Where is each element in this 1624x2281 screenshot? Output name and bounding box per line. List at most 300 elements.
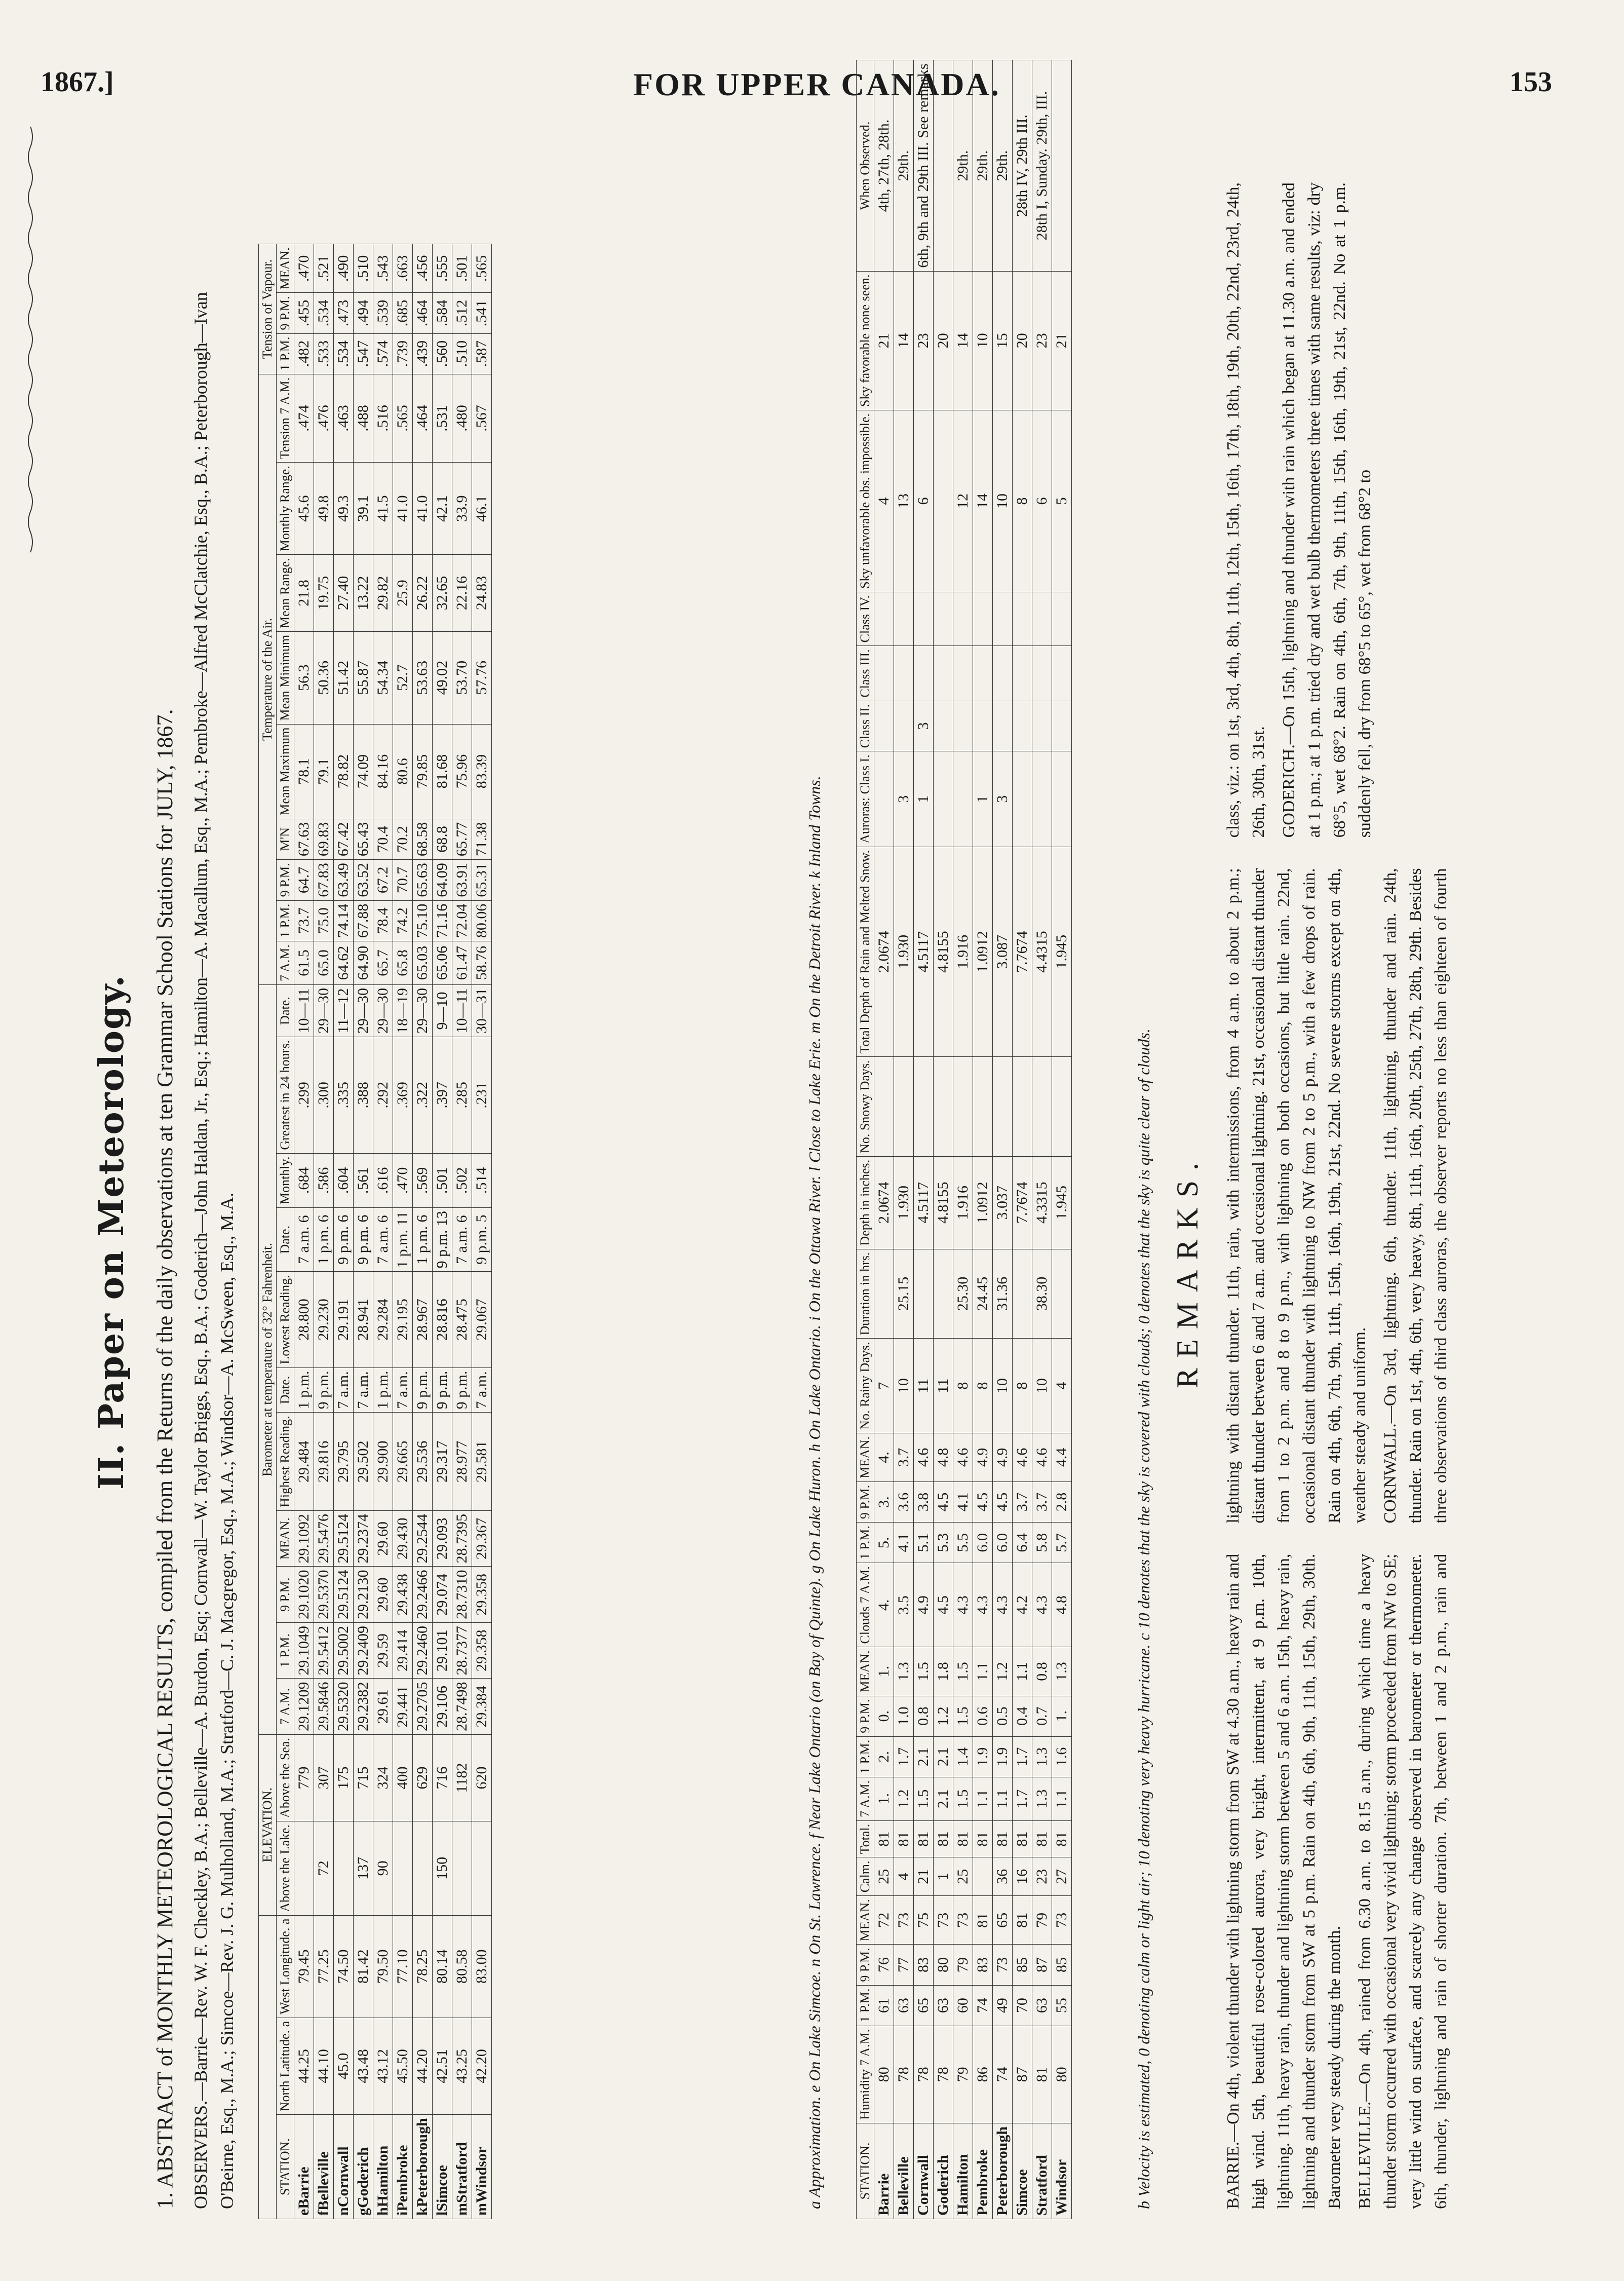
table-cell: 6 <box>914 410 934 592</box>
remarks-title: REMARKS. <box>1171 1152 1204 1388</box>
table-cell: 70.7 <box>393 860 413 901</box>
table-cell: 4.9 <box>993 1433 1013 1481</box>
table-cell: 73 <box>894 1896 914 1945</box>
table-cell <box>914 1057 934 1156</box>
table-cell <box>1032 646 1052 701</box>
column-header: 7 A.M. <box>277 1679 294 1735</box>
column-header: 9 P.M. <box>277 293 294 333</box>
table-cell: 0.6 <box>973 1696 993 1736</box>
table-cell: 22.16 <box>452 555 472 632</box>
table-cell: 28.7498 <box>452 1679 472 1735</box>
table-cell: 75 <box>914 1896 934 1945</box>
table-cell: 68.8 <box>433 819 452 860</box>
table-cell: .561 <box>354 1153 373 1207</box>
table-cell: 3 <box>894 751 914 847</box>
table-cell: 21 <box>914 1857 934 1896</box>
table-cell: 4.6 <box>914 1433 934 1481</box>
table-cell: 4.3 <box>973 1563 993 1647</box>
table-cell: 64.09 <box>433 860 452 901</box>
observers-line: OBSERVERS.—Barrie—Rev. W. F. Checkley, B.A.; Belleville—A. Burdon, Esq; Cornwall—W. Taylor Briggs, Esq., B.A.; Goderich—John Haldan, Jr., Esq.; Hamilton—A. Macallum, Esq., M.A.; Pembroke—Alfred McClatchie, Esq., B.A.; Peterborough—Ivan O'Beirne, Esq., M.A.; Simcoe—Rev. J. G. Mulholland, M.A.; Stratford—C. J. Macgregor, Esq., M.A.; Windsor—A. McSween, Esq., M.A. <box>190 292 237 2209</box>
table-cell <box>894 1057 914 1156</box>
table-cell: 29.093 <box>433 1510 452 1567</box>
table1-header-row <box>277 244 294 2219</box>
table-cell: 41.0 <box>413 463 433 555</box>
table-cell: 58.76 <box>472 941 492 985</box>
table-cell: 57.76 <box>472 631 492 724</box>
table-cell: .555 <box>433 244 452 293</box>
table-cell: 324 <box>373 1734 393 1821</box>
table-cell: 81 <box>993 1820 1013 1857</box>
table-cell <box>1032 592 1052 645</box>
column-header: North Latitude. a <box>277 2018 294 2114</box>
table-cell: 29.430 <box>393 1510 413 1567</box>
table-cell: 1.0912 <box>973 847 993 1057</box>
table-cell <box>953 701 973 751</box>
table-cell: 9 p.m. 6 <box>334 1208 354 1272</box>
table-cell: 29.82 <box>373 555 393 632</box>
table-cell: 73 <box>993 1945 1013 1985</box>
table-cell: .494 <box>354 293 373 333</box>
station-name: lSimcoe <box>433 2115 452 2219</box>
table-cell: 7 a.m. <box>334 1367 354 1413</box>
table-cell: 74.14 <box>334 900 354 941</box>
table-cell: 45.50 <box>393 2018 413 2114</box>
column-header: 9 P.M. <box>277 860 294 901</box>
table-cell: 67.63 <box>294 819 314 860</box>
column-header: MEAN. <box>277 244 294 293</box>
table-cell: 3 <box>993 751 1013 847</box>
table-cell: 80 <box>874 2026 894 2123</box>
table-cell: 9 p.m. 13 <box>433 1208 452 1272</box>
table-cell: 74.2 <box>393 900 413 941</box>
column-header: M'N <box>277 819 294 860</box>
table-cell: 65.43 <box>354 819 373 860</box>
table-cell: 29.5412 <box>314 1622 334 1679</box>
table-cell: 26.22 <box>413 555 433 632</box>
table-cell: 80.58 <box>452 1915 472 2018</box>
table-cell: 175 <box>334 1734 354 1821</box>
table-cell: 1.5 <box>914 1647 934 1696</box>
table-cell: 1.916 <box>953 847 973 1057</box>
footnote-stations: a Approximation. e On Lake Simcoe. n On St. Lawrence. f Near Lake Ontario (on Bay of Quinte). g On Lake Huron. h On Lake Ontario. i On the Ottawa River. l Close to Lake Erie. m On the Detroit River. k Inland Towns. <box>805 776 824 2209</box>
table-cell: 72.04 <box>452 900 472 941</box>
table-cell: .292 <box>373 1037 393 1154</box>
table-cell: .510 <box>452 333 472 374</box>
table-row <box>874 60 894 2219</box>
table-cell: 29.5320 <box>334 1679 354 1735</box>
column-header: MEAN. <box>277 1510 294 1567</box>
table-cell: .482 <box>294 333 314 374</box>
column-header: Date. <box>277 985 294 1037</box>
table-cell: .565 <box>393 374 413 462</box>
column-header: Above the Sea. <box>277 1734 294 1821</box>
table-cell: .300 <box>314 1037 334 1154</box>
table-cell: 29.2382 <box>354 1679 373 1735</box>
table-cell: 10 <box>993 410 1013 592</box>
decorative-border <box>20 127 41 2255</box>
table-cell: .510 <box>354 244 373 293</box>
table-cell <box>914 592 934 645</box>
table-cell: 4 <box>874 410 894 592</box>
table-cell <box>413 1821 433 1916</box>
table-cell: 67.2 <box>373 860 393 901</box>
table-cell: 1.7 <box>1013 1777 1032 1820</box>
table-cell: 70 <box>1013 1985 1032 2026</box>
table-cell: 11—12 <box>334 985 354 1037</box>
table-cell: .369 <box>393 1037 413 1154</box>
table-cell <box>452 1821 472 1916</box>
table-cell: .322 <box>413 1037 433 1154</box>
table-cell: 4.2 <box>1013 1563 1032 1647</box>
table-cell: 29.5476 <box>314 1510 334 1567</box>
table-cell: 30—31 <box>472 985 492 1037</box>
table-cell: 10 <box>894 1339 914 1433</box>
table-cell: 53.63 <box>413 631 433 724</box>
table-cell: 80.14 <box>433 1915 452 2018</box>
table-cell: 23 <box>1032 1857 1052 1896</box>
table-cell: 29.074 <box>433 1567 452 1623</box>
table-cell: 13.22 <box>354 555 373 632</box>
table-cell: 29.358 <box>472 1622 492 1679</box>
table-cell: 29.191 <box>334 1272 354 1367</box>
table-cell: 3.6 <box>894 1481 914 1522</box>
table-cell: 2.0674 <box>874 1156 894 1249</box>
table-cell: 10 <box>993 1339 1013 1433</box>
column-header: MEAN. <box>857 1433 874 1481</box>
table-cell: 28.977 <box>452 1413 472 1511</box>
table-row <box>393 244 413 2219</box>
table-cell: 36 <box>993 1857 1013 1896</box>
table-cell: 1.9 <box>973 1736 993 1777</box>
table-cell <box>1032 751 1052 847</box>
table-cell: 1.5 <box>914 1777 934 1820</box>
table-cell: 29.61 <box>373 1679 393 1735</box>
table-cell <box>1032 1057 1052 1156</box>
table-row <box>433 244 452 2219</box>
table-cell: 29.441 <box>393 1679 413 1735</box>
table-cell: .616 <box>373 1153 393 1207</box>
table-cell: 29.5370 <box>314 1567 334 1623</box>
table-cell: 55 <box>1052 1985 1072 2026</box>
table-cell: 0.7 <box>1032 1696 1052 1736</box>
table-cell: 28.7310 <box>452 1567 472 1623</box>
table-cell: 1 <box>914 751 934 847</box>
table-cell: 137 <box>354 1821 373 1916</box>
station-name: mWindsor <box>472 2115 492 2219</box>
table-cell: 29.816 <box>314 1413 334 1511</box>
table-cell: 29.230 <box>314 1272 334 1367</box>
table-cell: .285 <box>452 1037 472 1154</box>
table-cell: 29th. <box>973 60 993 271</box>
table-cell: 4 <box>1052 1339 1072 1433</box>
table-cell: 9 p.m. <box>413 1367 433 1413</box>
table-cell: 3 <box>914 701 934 751</box>
table-cell: .521 <box>314 244 334 293</box>
table-cell: .501 <box>452 244 472 293</box>
table-cell: .531 <box>433 374 452 462</box>
column-header: Above the Lake. <box>277 1821 294 1916</box>
table-cell: 80.06 <box>472 900 492 941</box>
table-cell: 1.4 <box>953 1736 973 1777</box>
table-cell: 29.665 <box>393 1413 413 1511</box>
table-cell <box>934 60 953 271</box>
table-cell: 23 <box>1032 271 1052 410</box>
table-cell: 14 <box>894 271 914 410</box>
table-cell: 1 <box>973 751 993 847</box>
table-cell: 45.0 <box>334 2018 354 2114</box>
table-cell: 1.930 <box>894 1156 914 1249</box>
table-cell: .388 <box>354 1037 373 1154</box>
column-header: STATION. <box>277 2115 294 2219</box>
table-cell: 1 p.m. <box>373 1367 393 1413</box>
table-cell <box>953 1057 973 1156</box>
table-cell: 51.42 <box>334 631 354 724</box>
table-cell: 629 <box>413 1734 433 1821</box>
table-cell: 25.15 <box>894 1249 914 1339</box>
table-cell: .480 <box>452 374 472 462</box>
table-cell: 79 <box>953 2026 973 2123</box>
table-cell: 42.20 <box>472 2018 492 2114</box>
table-cell: 44.20 <box>413 2018 433 2114</box>
table-cell: 78.25 <box>413 1915 433 2018</box>
column-header: Class II. <box>857 701 874 751</box>
table-cell: .560 <box>433 333 452 374</box>
table-cell: 16 <box>1013 1857 1032 1896</box>
table-cell: 18—19 <box>393 985 413 1037</box>
table-cell <box>894 646 914 701</box>
table-cell: .685 <box>393 293 413 333</box>
station-name: Goderich <box>934 2123 953 2219</box>
table-cell: 63.91 <box>452 860 472 901</box>
table-cell: 73.7 <box>294 900 314 941</box>
table-cell: 67.88 <box>354 900 373 941</box>
table-cell: 63 <box>894 1985 914 2026</box>
table-cell: 70.2 <box>393 819 413 860</box>
table-row <box>914 60 934 2219</box>
table-cell: 1.1 <box>973 1647 993 1696</box>
table-cell: 44.25 <box>294 2018 314 2114</box>
table-cell: 7.7674 <box>1013 1156 1032 1249</box>
table-cell: .739 <box>393 333 413 374</box>
table-cell: 0.8 <box>1032 1647 1052 1696</box>
table-cell <box>1013 701 1032 751</box>
table-cell: 7 a.m. <box>393 1367 413 1413</box>
table-cell: 63.52 <box>354 860 373 901</box>
table-cell <box>993 592 1013 645</box>
table-cell: 7 a.m. <box>354 1367 373 1413</box>
table-cell: 33.9 <box>452 463 472 555</box>
table-cell: 27.40 <box>334 555 354 632</box>
remark-paragraph: BELLEVILLE.—On 4th, rained from 6.30 a.m. to 8.15 a.m., during which time a heavy thunder storm occurred with occasional very vivid lightning; storm proceeded from NW to SE; very little wind on surface, and scarcely any change observed in barometer or thermometer. 6th, thunder, lightning and rain of shorter duration. 7th, between 1 and 2 p.m., rain and lightning with distant thunder. 11th, rain, with intermissions, from 4 a.m. to about 2 p.m.; distant thunder between 6 and 7 a.m. and occasional lightning. 21st, occasional distant thunder from 1 to 2 p.m. and 8 to 9 p.m., with lightning on both occasions, but little rain. 22nd, occasional distant thunder with lightning to NW from 2 to 5 p.m., with a few drops of rain. Rain on 4th, 6th, 7th, 9th, 11th, 15th, 16th, 19th, 21st, 22nd. No severe storms except on 4th, weather steady and uniform. <box>1224 868 1450 2209</box>
table-row <box>993 60 1013 2219</box>
table-cell: .539 <box>373 293 393 333</box>
table-cell: .397 <box>433 1037 452 1154</box>
table-cell: 1.2 <box>934 1696 953 1736</box>
table-cell <box>953 592 973 645</box>
table-cell: 75.0 <box>314 900 334 941</box>
table-cell: 1.7 <box>1013 1736 1032 1777</box>
table-cell: 32.65 <box>433 555 452 632</box>
table-row <box>973 60 993 2219</box>
table-cell: 0.4 <box>1013 1696 1032 1736</box>
vapour-group: Tension of Vapour. <box>259 244 277 374</box>
table-cell: 620 <box>472 1734 492 1821</box>
station-name: Windsor <box>1052 2123 1072 2219</box>
table-cell: 81 <box>973 1820 993 1857</box>
table-cell: 28.800 <box>294 1272 314 1367</box>
table-cell: 70.4 <box>373 819 393 860</box>
table-cell: 29.2460 <box>413 1622 433 1679</box>
table-cell: 1.0912 <box>973 1156 993 1249</box>
table-cell: 1.930 <box>894 847 914 1057</box>
table-cell: 5.8 <box>1032 1523 1052 1563</box>
table-cell: 74 <box>973 1985 993 2026</box>
column-header: Highest Reading. <box>277 1413 294 1511</box>
table-cell <box>1013 646 1032 701</box>
table-cell: 83.00 <box>472 1915 492 2018</box>
table-cell: 6.0 <box>973 1523 993 1563</box>
station-name: eBarrie <box>294 2115 314 2219</box>
table-cell: .335 <box>334 1037 354 1154</box>
table-cell: 83 <box>973 1945 993 1985</box>
column-header: Monthly. <box>277 1153 294 1207</box>
column-header: Class III. <box>857 646 874 701</box>
table-cell: 0. <box>874 1696 894 1736</box>
table-cell: .684 <box>294 1153 314 1207</box>
winds-clouds-rain-table <box>856 60 1072 2219</box>
table-cell: 150 <box>433 1821 452 1916</box>
remark-paragraph: CORNWALL.—On 3rd, lightning. 6th, thunder. 11th, lightning, thunder and rain. 24th, thunder. Rain on 1st, 4th, 6th, very heavy, 8th, 11th, 16th, 20th, 25th, 27th, 28th, 29th. Besides three observations of third class auroras, the observer reports no less than eighteen of fourth class, viz.: on 1st, 3rd, 4th, 8th, 11th, 12th, 15th, 16th, 17th, 18th, 19th, 20th, 22nd, 23rd, 24th, 26th, 30th, 31st. <box>1224 182 1450 1524</box>
table-cell: 28.7377 <box>452 1622 472 1679</box>
table-cell: 9 p.m. <box>433 1367 452 1413</box>
table-cell: 29.484 <box>294 1413 314 1511</box>
table-cell <box>953 646 973 701</box>
table-cell: .587 <box>472 333 492 374</box>
table-cell: 56.3 <box>294 631 314 724</box>
table-cell: 7 a.m. 6 <box>452 1208 472 1272</box>
table-cell: 14 <box>953 271 973 410</box>
remarks-text <box>1221 182 1454 2209</box>
table-cell <box>993 1057 1013 1156</box>
table-cell: 79.50 <box>373 1915 393 2018</box>
table-cell <box>894 701 914 751</box>
table-cell: 4.9 <box>973 1433 993 1481</box>
table-cell: 12 <box>953 410 973 592</box>
table-cell <box>1052 701 1072 751</box>
table-cell: 6th, 9th and 29th III. See remarks <box>914 60 934 271</box>
table-cell: 307 <box>314 1734 334 1821</box>
table-cell: 81 <box>894 1820 914 1857</box>
table-cell: 4.5 <box>934 1563 953 1647</box>
table-cell: 71.38 <box>472 819 492 860</box>
table-cell: 25.30 <box>953 1249 973 1339</box>
table-cell: 63 <box>1032 1985 1052 2026</box>
column-header: Humidity 7 A.M. <box>857 2026 874 2123</box>
table-cell: 4.3 <box>1032 1563 1052 1647</box>
table-cell: 5. <box>874 1523 894 1563</box>
table-cell: 29.5846 <box>314 1679 334 1735</box>
table-cell: 65.7 <box>373 941 393 985</box>
table-cell: 4.1 <box>953 1481 973 1522</box>
table-cell: 79 <box>1032 1896 1052 1945</box>
table-cell: 4.8 <box>934 1433 953 1481</box>
table-cell: 19.75 <box>314 555 334 632</box>
table-cell <box>1052 1057 1072 1156</box>
table-cell: 2.1 <box>914 1736 934 1777</box>
table-cell: 29.59 <box>373 1622 393 1679</box>
table-cell: 1.945 <box>1052 847 1072 1057</box>
footnote-velocity: b Velocity is estimated, 0 denoting calm or light air; 10 denoting very heavy hurricane. c 10 denotes that the sky is covered with clouds; 0 denotes that the sky is quite clear of clouds. <box>1135 1029 1153 2209</box>
table-cell <box>953 751 973 847</box>
table-cell: 5 <box>1052 410 1072 592</box>
table-cell <box>973 646 993 701</box>
table-cell: 4.5 <box>973 1481 993 1522</box>
table-cell: 29.1209 <box>294 1679 314 1735</box>
table-cell: .470 <box>294 244 314 293</box>
table-cell <box>934 751 953 847</box>
table-row <box>1032 60 1052 2219</box>
table-cell: 29.284 <box>373 1272 393 1367</box>
column-header: 9 P.M. <box>857 1945 874 1985</box>
table-cell <box>1052 751 1072 847</box>
station-name: Belleville <box>894 2123 914 2219</box>
table-cell: 11 <box>934 1339 953 1433</box>
table-row <box>472 244 492 2219</box>
station-name: Stratford <box>1032 2123 1052 2219</box>
table-cell: 55.87 <box>354 631 373 724</box>
table-cell: 28.816 <box>433 1272 452 1367</box>
table-cell: 1.3 <box>1032 1736 1052 1777</box>
table-cell: 29.2705 <box>413 1679 433 1735</box>
table-cell: 86 <box>973 2026 993 2123</box>
table-cell: 43.48 <box>354 2018 373 2114</box>
table-row <box>452 244 472 2219</box>
table-row <box>1013 60 1032 2219</box>
table-cell: 2.1 <box>934 1736 953 1777</box>
table-cell: 65 <box>914 1985 934 2026</box>
table-cell: 13 <box>894 410 914 592</box>
table-cell: 63.49 <box>334 860 354 901</box>
table-cell: 1.3 <box>894 1647 914 1696</box>
table-cell: 80.6 <box>393 724 413 819</box>
table-cell: 75.96 <box>452 724 472 819</box>
table-cell: 29.067 <box>472 1272 492 1367</box>
table-cell: 28th IV, 29th III. <box>1013 60 1032 271</box>
column-header: Sky favorable none seen. <box>857 271 874 410</box>
table-cell <box>1013 751 1032 847</box>
table-cell: 78 <box>914 2026 934 2123</box>
table-cell: .586 <box>314 1153 334 1207</box>
table-cell: 73 <box>934 1896 953 1945</box>
table-cell: 1 p.m. <box>294 1367 314 1413</box>
table-cell: 29.2544 <box>413 1510 433 1567</box>
table-cell: 4.3 <box>993 1563 1013 1647</box>
table-cell <box>934 646 953 701</box>
table-cell: 60 <box>953 1985 973 2026</box>
table-cell: .476 <box>314 374 334 462</box>
table-cell: 29.60 <box>373 1567 393 1623</box>
table-row <box>413 244 433 2219</box>
table-cell: .464 <box>413 374 433 462</box>
table-cell: .473 <box>334 293 354 333</box>
column-header: Mean Range. <box>277 555 294 632</box>
table-cell: 29.795 <box>334 1413 354 1511</box>
table-cell: 29—30 <box>314 985 334 1037</box>
column-header: Monthly Range. <box>277 463 294 555</box>
column-header: 9 P.M. <box>857 1696 874 1736</box>
table-cell: 29.1049 <box>294 1622 314 1679</box>
table-cell: 8 <box>1013 410 1032 592</box>
